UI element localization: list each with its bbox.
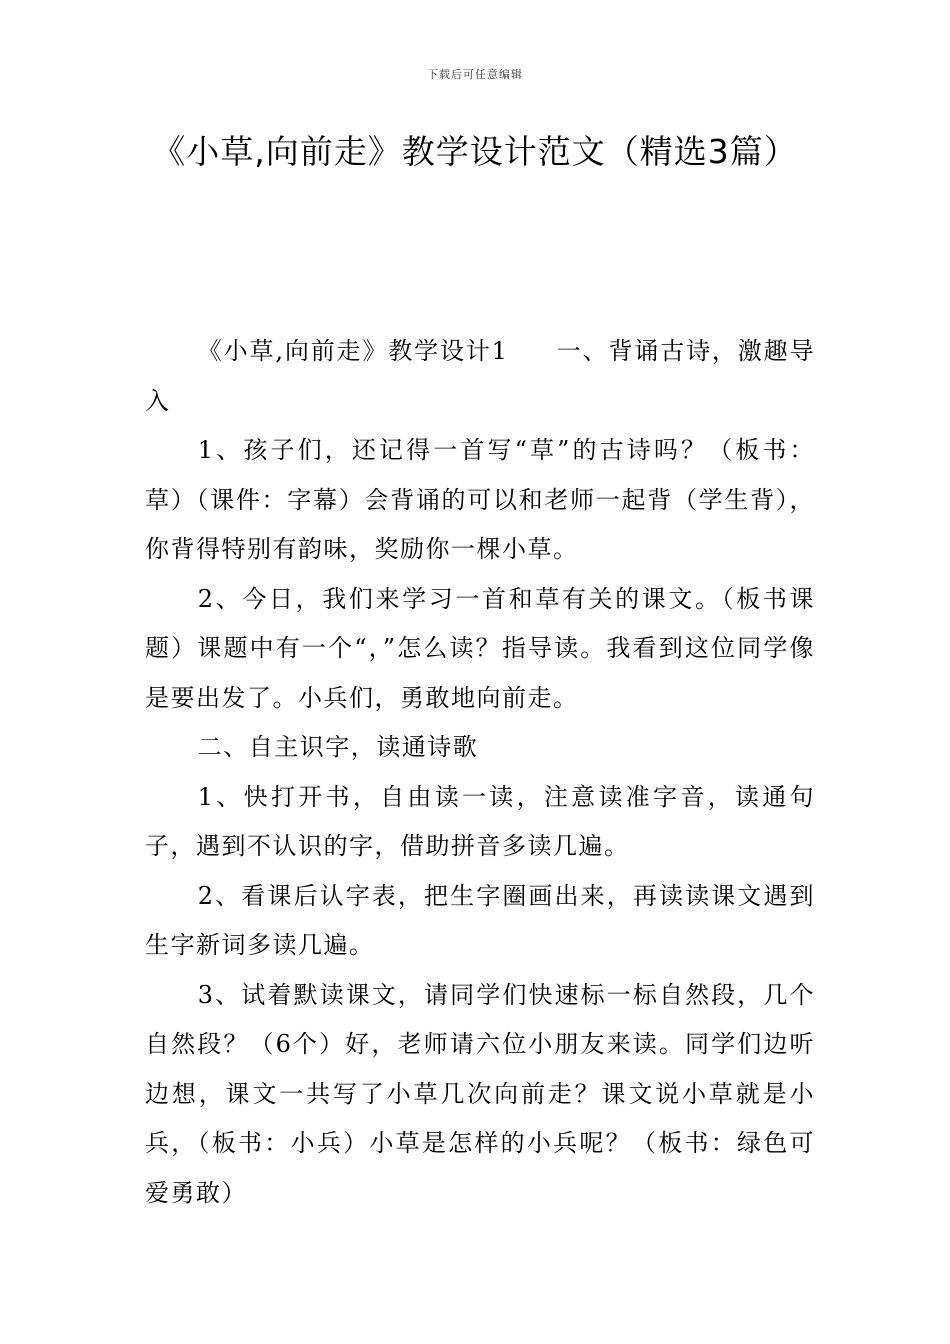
document-title: 《小草,向前走》教学设计范文（精选3篇） <box>152 132 798 171</box>
paragraph: 1、孩子们，还记得一首写“草”的古诗吗？（板书：草）（课件：字幕）会背诵的可以和老师一起背（学生背），你背得特别有韵味，奖励你一棵小草。 <box>145 436 815 563</box>
paragraph: 2、今日，我们来学习一首和草有关的课文。（板书课题）课题中有一个“，”怎么读？指导读。我看到这位同学像是要出发了。小兵们，勇敢地向前走。 <box>145 584 815 712</box>
paragraph: 1、快打开书，自由读一读，注意读准字音，读通句子，遇到不认识的字，借助拼音多读几遍。 <box>145 782 815 860</box>
document-body <box>145 327 815 1218</box>
paragraph-text: 一、背诵古诗，激趣导入 <box>145 337 815 415</box>
paragraph: 2、看课后认字表，把生字圈画出来，再读读课文遇到生字新词多读几遍。 <box>145 881 815 959</box>
paragraph: 3、试着默读课文，请同学们快速标一标自然段，几个自然段？（6个）好，老师请六位小朋友来读。同学们边听边想，课文一共写了小草几次向前走？课文说小草就是小兵，（板书：小兵）小草是怎样的小兵呢？（板书：绿色可爱勇敢） <box>145 980 815 1207</box>
page-header-note: 下载后可任意编辑 <box>427 68 523 81</box>
paragraph-heading: 二、自主识字，读通诗歌 <box>197 733 479 761</box>
section-heading: 《小草,向前走》教学设计1 <box>197 337 509 365</box>
paragraph-intro <box>145 327 815 426</box>
